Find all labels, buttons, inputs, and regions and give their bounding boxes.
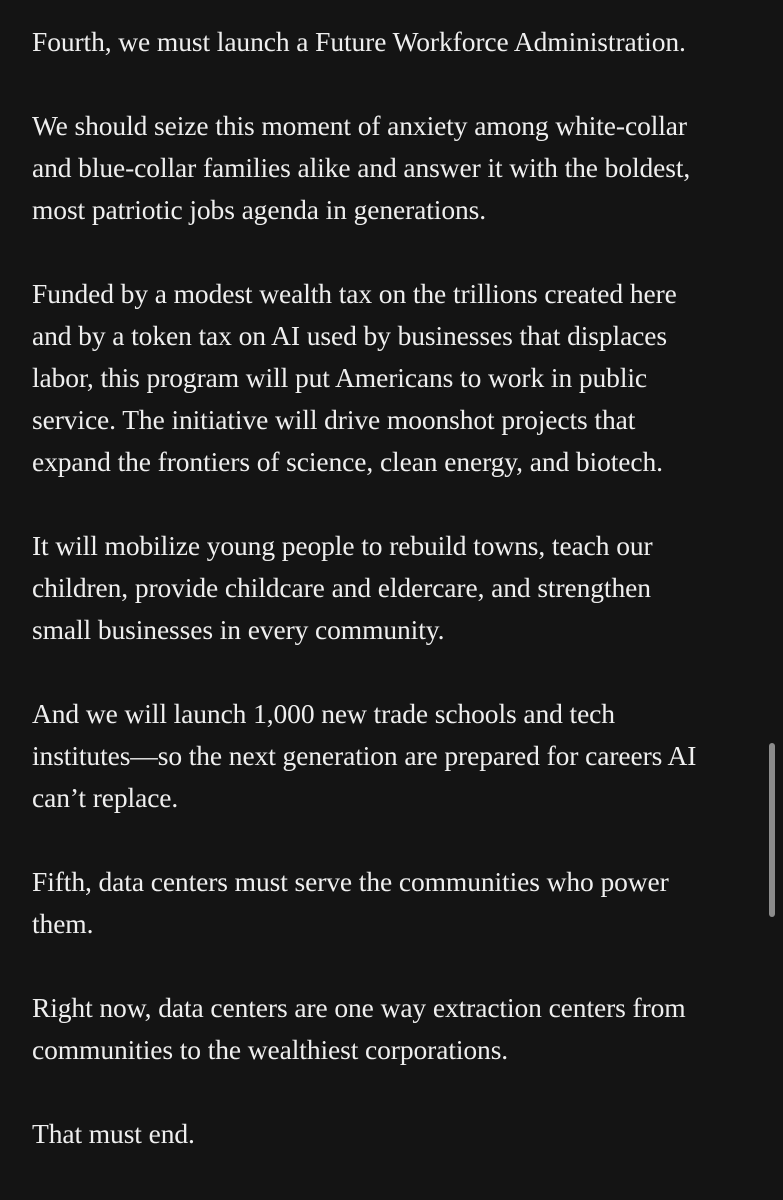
paragraph-fifth-point: Fifth, data centers must serve the communities who power them.: [32, 866, 669, 939]
paragraph-data-centers: Right now, data centers are one way extraction centers from communities to the wealthiest corporations.: [32, 992, 686, 1065]
paragraph-jobs-agenda: We should seize this moment of anxiety among white-collar and blue-collar families alike and answer it with the boldest, most patriotic jobs agenda in generations.: [32, 110, 691, 225]
article-body: [32, 21, 762, 1197]
paragraph-fourth-point: Fourth, we must launch a Future Workforce Administration.: [32, 26, 686, 57]
paragraph-mobilize: It will mobilize young people to rebuild towns, teach our children, provide childcare and eldercare, and strengthen small businesses in every community.: [32, 530, 653, 645]
paragraph-funding: Funded by a modest wealth tax on the trillions created here and by a token tax on AI used by businesses that displaces labor, this program will put Americans to work in public service. The initiative will drive moonshot projects that expand the frontiers of science, clean energy, and biotech.: [32, 278, 677, 477]
scrollbar-thumb[interactable]: [769, 743, 775, 917]
paragraph-trade-schools: And we will launch 1,000 new trade schools and tech institutes—so the next generation are prepared for careers AI can’t replace.: [32, 698, 697, 813]
paragraph-must-end: That must end.: [32, 1118, 195, 1149]
